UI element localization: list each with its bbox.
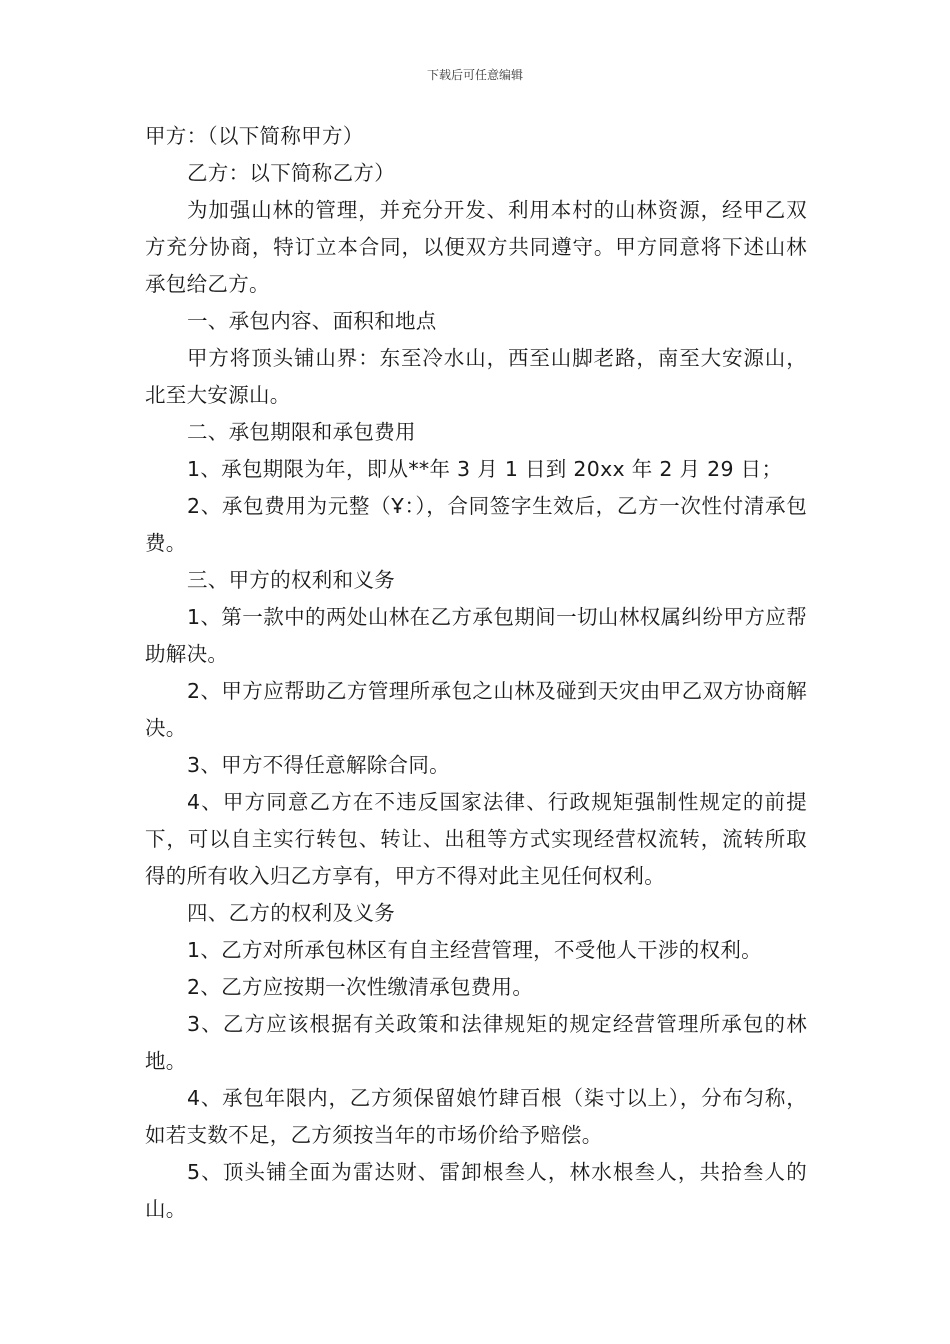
preamble-paragraph: 为加强山林的管理，并充分开发、利用本村的山林资源，经甲乙双方充分协商，特订立本合同，以便双方共同遵守。甲方同意将下述山林承包给乙方。 xyxy=(145,198,807,296)
paragraph: 5、顶头铺全面为雷达财、雷卸根叁人，林水根叁人，共拾叁人的山。 xyxy=(145,1160,807,1221)
paragraph: 1、承包期限为年，即从**年 3 月 1 日到 20xx 年 2 月 29 日； xyxy=(187,457,783,481)
paragraph: 2、甲方应帮助乙方管理所承包之山林及碰到天灾由甲乙双方协商解决。 xyxy=(145,679,807,740)
paragraph: 4、甲方同意乙方在不违反国家法律、行政规矩强制性规定的前提下，可以自主实行转包、转让、出租等方式实现经营权流转，流转所取得的所有收入归乙方享有，甲方不得对此主见任何权利。 xyxy=(145,790,807,888)
paragraph: 3、甲方不得任意解除合同。 xyxy=(187,753,450,777)
section-heading-3: 三、甲方的权利和义务 xyxy=(187,568,395,592)
paragraph: 2、承包费用为元整（Ұ：），合同签字生效后，乙方一次性付清承包费。 xyxy=(145,494,807,555)
paragraph: 1、第一款中的两处山林在乙方承包期间一切山林权属纠纷甲方应帮助解决。 xyxy=(145,605,807,666)
paragraph: 甲方将顶头铺山界：东至冷水山，西至山脚老路，南至大安源山，北至大安源山。 xyxy=(145,346,807,407)
party-a-line: 甲方：（以下简称甲方） xyxy=(145,124,364,148)
section-heading-1: 一、承包内容、面积和地点 xyxy=(187,309,437,333)
paragraph: 2、乙方应按期一次性缴清承包费用。 xyxy=(187,975,534,999)
party-b-line: 乙方：以下简称乙方） xyxy=(187,161,395,185)
paragraph: 1、乙方对所承包林区有自主经营管理，不受他人干涉的权利。 xyxy=(187,938,762,962)
paragraph: 4、承包年限内，乙方须保留娘竹肆百根（柒寸以上），分布匀称，如若支数不足，乙方须按当年的市场价给予赔偿。 xyxy=(145,1086,807,1147)
section-heading-2: 二、承包期限和承包费用 xyxy=(187,420,416,444)
section-heading-4: 四、乙方的权利及义务 xyxy=(187,901,395,925)
page-header: 下载后可任意编辑 xyxy=(426,68,523,82)
paragraph: 3、乙方应该根据有关政策和法律规矩的规定经营管理所承包的林地。 xyxy=(145,1012,807,1073)
document-body xyxy=(145,118,807,1228)
